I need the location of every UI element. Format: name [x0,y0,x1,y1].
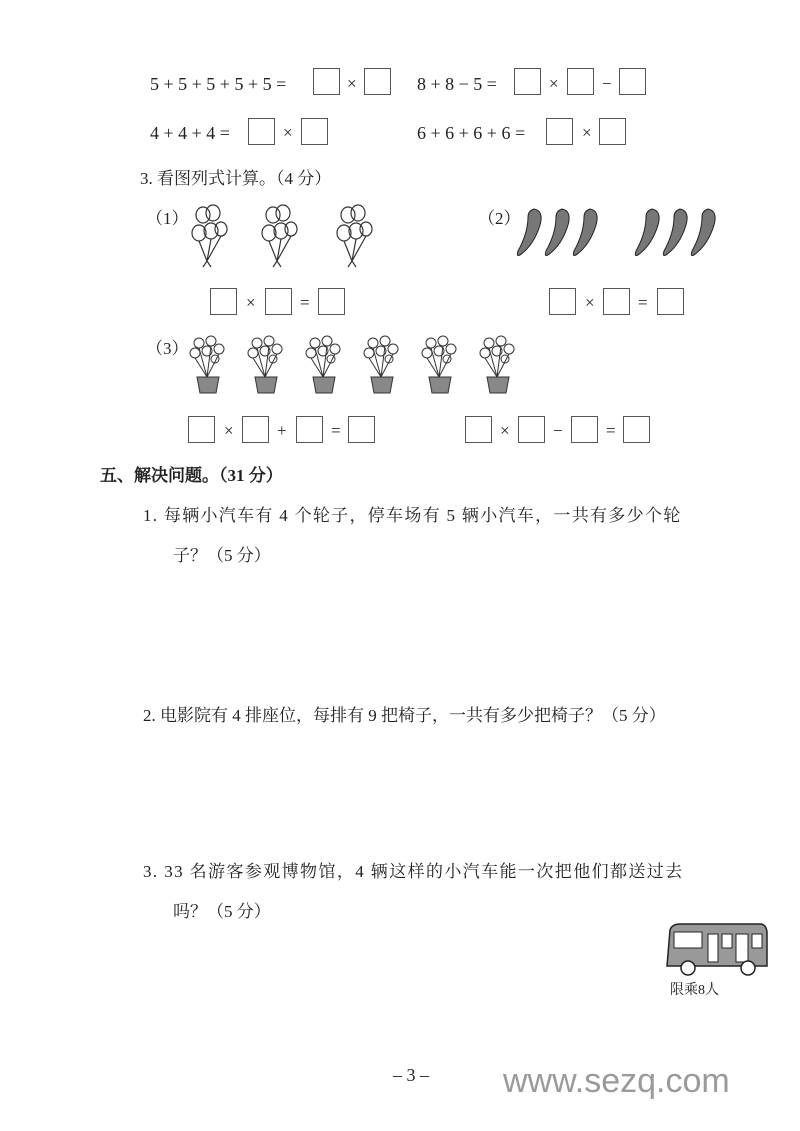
times-sign: × [246,293,256,312]
answer-box[interactable] [301,118,328,145]
problem-3-text-cont: 吗？（5 分） [173,902,271,921]
part-2-label: （2） [478,209,521,228]
bus-capacity-label: 限乘8人 [670,983,719,998]
bus-picture [662,922,770,978]
watermark: www.sezq.com [503,1062,730,1100]
times-sign: × [549,74,559,93]
minus-sign: − [602,74,612,93]
times-sign: × [347,74,357,93]
answer-box[interactable] [313,68,340,95]
question-3-title: 3. 看图列式计算。（4 分） [140,169,332,188]
equation-2: 8 + 8 − 5 = [417,74,497,94]
balloon-bunches-picture [185,203,380,271]
problem-3-text: 3. 33 名游客参观博物馆，4 辆这样的小汽车能一次把他们都送过去 [143,862,684,881]
times-sign: × [582,123,592,142]
flower-pots-picture [185,333,525,397]
problem-2-text: 2. 电影院有 4 排座位，每排有 9 把椅子，一共有多少把椅子？（5 分） [143,706,666,725]
answer-box[interactable] [265,288,292,315]
answer-box[interactable] [364,68,391,95]
answer-box[interactable] [242,416,269,443]
equals-sign: = [331,421,341,440]
times-sign: × [500,421,510,440]
answer-box[interactable] [657,288,684,315]
answer-box[interactable] [599,118,626,145]
equation-4: 6 + 6 + 6 + 6 = [417,123,526,143]
answer-box[interactable] [603,288,630,315]
peppers-picture [512,203,722,261]
answer-box[interactable] [571,416,598,443]
equation-3: 4 + 4 + 4 = [150,123,230,143]
section-5-title: 五、解决问题。（31 分） [100,466,283,485]
answer-box[interactable] [318,288,345,315]
part-1-label: （1） [146,209,189,228]
times-sign: × [585,293,595,312]
page-number: – 3 – [393,1065,429,1085]
equals-sign: = [606,421,616,440]
answer-box[interactable] [348,416,375,443]
equation-1: 5 + 5 + 5 + 5 + 5 = [150,74,287,94]
minus-sign: − [553,421,563,440]
equals-sign: = [300,293,310,312]
equals-sign: = [638,293,648,312]
problem-1-text-cont: 子？（5 分） [173,546,271,565]
plus-sign: + [277,421,287,440]
answer-box[interactable] [514,68,541,95]
problem-1-text: 1. 每辆小汽车有 4 个轮子，停车场有 5 辆小汽车，一共有多少个轮 [143,506,682,525]
times-sign: × [224,421,234,440]
times-sign: × [283,123,293,142]
answer-box[interactable] [188,416,215,443]
part-3-label: （3） [146,339,189,358]
answer-box[interactable] [567,68,594,95]
answer-box[interactable] [210,288,237,315]
answer-box[interactable] [546,118,573,145]
answer-box[interactable] [248,118,275,145]
answer-box[interactable] [518,416,545,443]
answer-box[interactable] [623,416,650,443]
answer-box[interactable] [549,288,576,315]
answer-box[interactable] [619,68,646,95]
answer-box[interactable] [465,416,492,443]
answer-box[interactable] [296,416,323,443]
